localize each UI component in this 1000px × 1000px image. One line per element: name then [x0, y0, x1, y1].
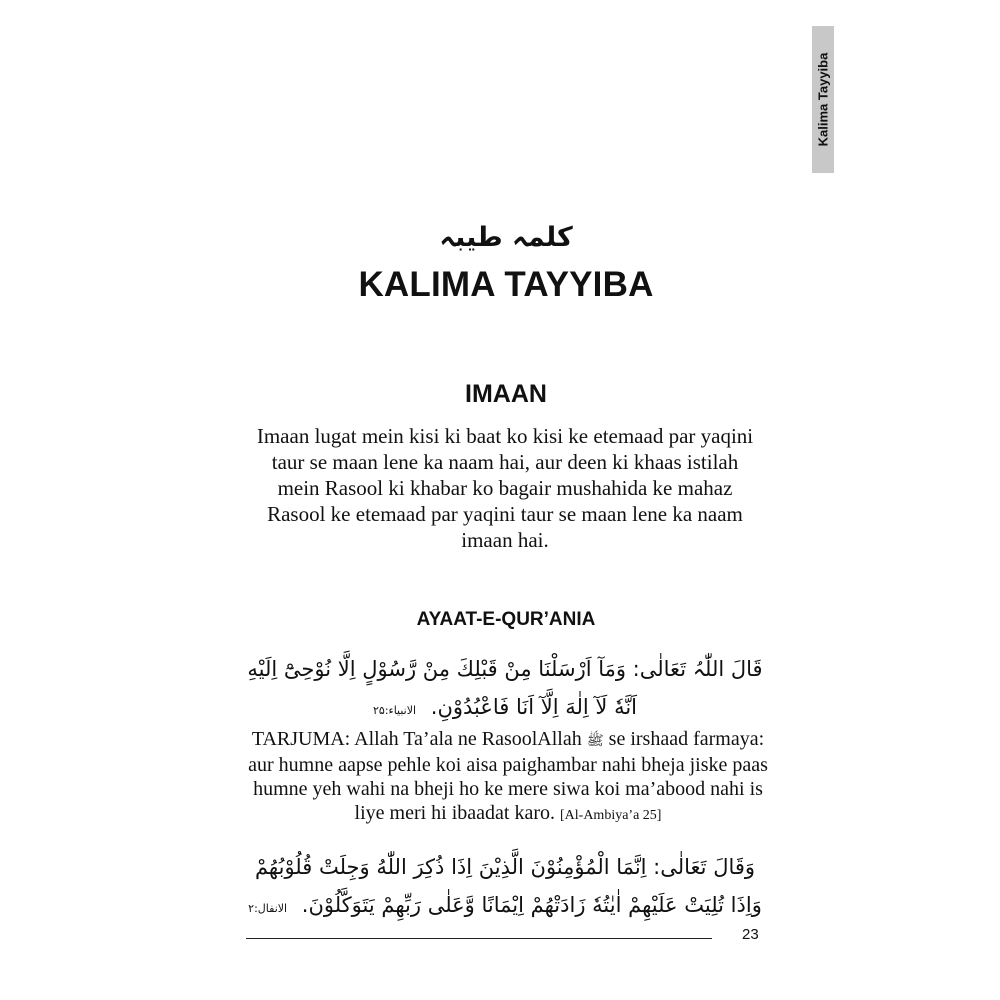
page-number: 23 [742, 926, 759, 943]
tarjuma-text-2: se irshaad farmaya: aur humne aapse pehle koi aisa paighambar nahi bheja jiske paas humne yeh wahi na bheji ho ke mere siwa koi ma’abood nahi is liye meri hi ibaadat karo. [248, 728, 768, 824]
imaan-paragraph: Imaan lugat mein kisi ki baat ko kisi ke etemaad par yaqini taur se maan lene ka naam hai, aur deen ki khaas istilah mein Rasool ki khabar ko bagair mushahida ke mahaz Rasool ke etemaad par yaqini taur se maan lene ka naam imaan hai. [256, 424, 754, 552]
verse-1-text: قَالَ اللّٰہُ تَعَالٰی: وَمَآ اَرْسَلْنَا مِنْ قَبْلِكَ مِنْ رَّسُوْلٍ اِلَّا نُوْحِیْٓ اِلَیْهِ اَنَّهٗ لَآ اِلٰهَ اِلَّآ اَنَا فَاعْبُدُوْنِ. [247, 657, 763, 719]
verse-1-arabic [240, 650, 770, 730]
verse-2-text: وَقَالَ تَعَالٰی: اِنَّمَا الْمُؤْمِنُوْنَ الَّذِیْنَ اِذَا ذُكِرَ اللّٰهُ وَجِلَتْ قُلُوْبُهُمْ وَاِذَا تُلِیَتْ عَلَیْهِمْ اٰیٰتُهٗ زَادَتْهُمْ اِیْمَانًا وَّعَلٰی رَبِّهِمْ یَتَوَكَّلُوْنَ. [254, 855, 762, 917]
tarjuma-text-1: TARJUMA: Allah Ta’ala ne RasoolAllah [251, 728, 587, 750]
imaan-heading: IMAAN [465, 380, 547, 408]
chapter-side-tab-label: Kalima Tayyiba [815, 52, 831, 147]
verse-2-arabic [240, 848, 770, 928]
chapter-side-tab [812, 26, 834, 173]
pbuh-glyph: ﷺ [586, 733, 604, 749]
ayaat-heading: AYAAT-E-QUR’ANIA [416, 609, 596, 630]
page-title: KALIMA TAYYIBA [358, 265, 654, 304]
tarjuma-paragraph [238, 727, 778, 828]
urdu-title: کلمہ طیبہ [439, 222, 573, 253]
verse-1-reference: الانبیاء:۲۵ [372, 704, 417, 717]
tarjuma-reference: [Al-Ambiya’a 25] [560, 808, 662, 823]
footer-rule [246, 938, 712, 939]
verse-2-reference: الانفال:۲ [248, 902, 288, 915]
